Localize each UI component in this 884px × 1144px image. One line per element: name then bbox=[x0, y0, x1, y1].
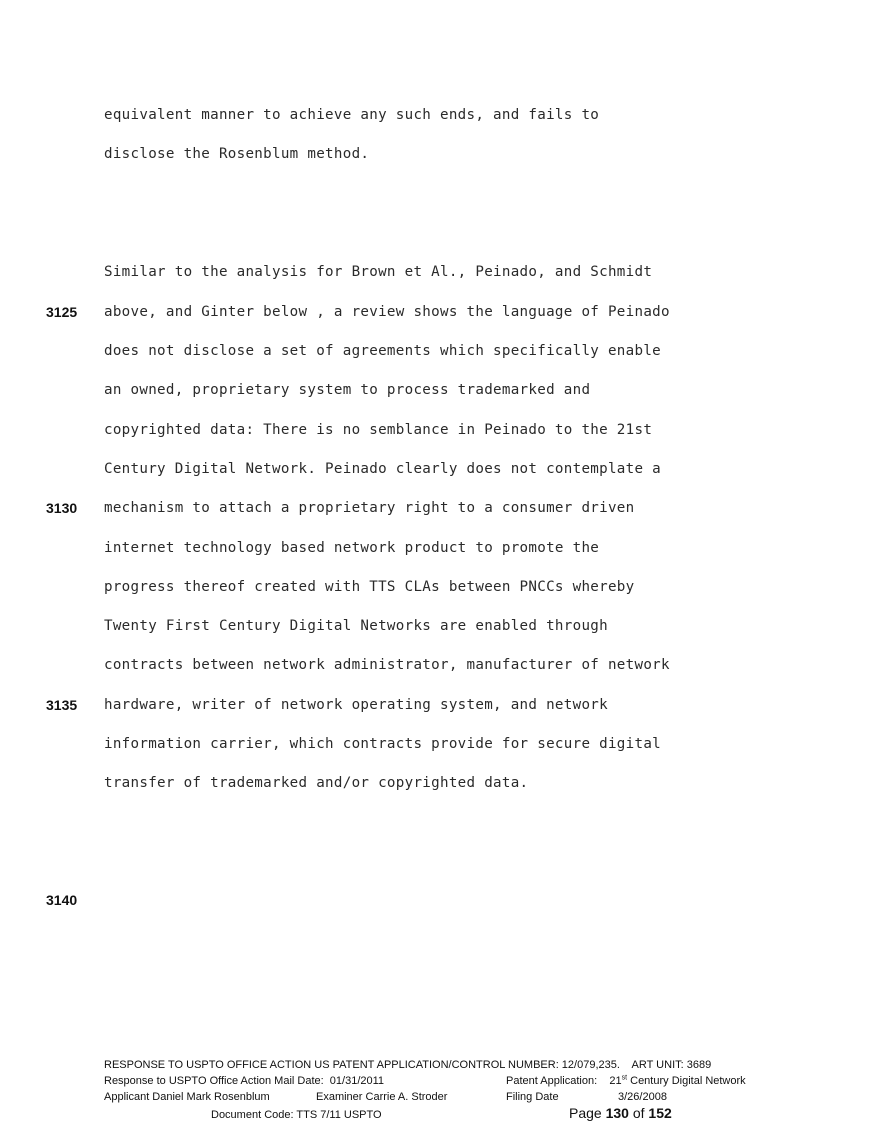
line-number: 3135 bbox=[46, 697, 78, 713]
text-line: hardware, writer of network operating system, and network bbox=[104, 697, 608, 713]
page-current: 130 bbox=[605, 1105, 629, 1121]
line-number: 3130 bbox=[46, 500, 78, 516]
text-line: above, and Ginter below , a review shows the language of Peinado bbox=[104, 304, 670, 320]
text-line: mechanism to attach a proprietary right to a consumer driven bbox=[104, 500, 635, 516]
text-line: Twenty First Century Digital Networks are enabled through bbox=[104, 618, 608, 634]
footer-patent-application-sup: st bbox=[621, 1074, 628, 1082]
footer-mail-date: Response to USPTO Office Action Mail Date: 01/31/2011 bbox=[104, 1075, 385, 1087]
text-line: transfer of trademarked and/or copyrighted data. bbox=[104, 775, 529, 791]
footer-document-code: Document Code: TTS 7/11 USPTO bbox=[211, 1109, 382, 1121]
footer-patent-application-rest: Century Digital Network bbox=[627, 1075, 746, 1087]
footer-patent-application-label: Patent Application: bbox=[506, 1075, 598, 1087]
text-line: internet technology based network product to promote the bbox=[104, 540, 600, 556]
page-of: of bbox=[628, 1105, 649, 1121]
footer-patent-application bbox=[506, 1073, 746, 1089]
text-line: information carrier, which contracts provide for secure digital bbox=[104, 736, 662, 752]
text-line: contracts between network administrator, manufacturer of network bbox=[104, 657, 670, 673]
footer-filing-date-label: Filing Date bbox=[506, 1091, 559, 1103]
footer-applicant: Applicant Daniel Mark Rosenblum bbox=[104, 1091, 270, 1103]
text-line: an owned, proprietary system to process trademarked and bbox=[104, 382, 591, 398]
footer-patent-application-num: 21 bbox=[609, 1075, 622, 1087]
line-number: 3140 bbox=[46, 892, 78, 908]
page-total: 152 bbox=[648, 1105, 672, 1121]
text-line: does not disclose a set of agreements which specifically enable bbox=[104, 343, 662, 359]
footer-examiner: Examiner Carrie A. Stroder bbox=[316, 1091, 448, 1103]
text-line: Century Digital Network. Peinado clearly does not contemplate a bbox=[104, 461, 662, 477]
footer-response-line: RESPONSE TO USPTO OFFICE ACTION US PATENT APPLICATION/CONTROL NUMBER: 12/079,235. ART UNIT: 3689 bbox=[104, 1059, 712, 1071]
text-line: progress thereof created with TTS CLAs between PNCCs whereby bbox=[104, 579, 635, 595]
text-line: equivalent manner to achieve any such ends, and fails to bbox=[104, 107, 600, 123]
page-prefix: Page bbox=[569, 1105, 606, 1121]
text-line: disclose the Rosenblum method. bbox=[104, 146, 370, 162]
line-number: 3125 bbox=[46, 304, 78, 320]
page-number bbox=[569, 1104, 672, 1122]
text-line: Similar to the analysis for Brown et Al., Peinado, and Schmidt bbox=[104, 264, 653, 280]
footer-filing-date-value: 3/26/2008 bbox=[618, 1091, 667, 1103]
text-line: copyrighted data: There is no semblance in Peinado to the 21st bbox=[104, 422, 653, 438]
